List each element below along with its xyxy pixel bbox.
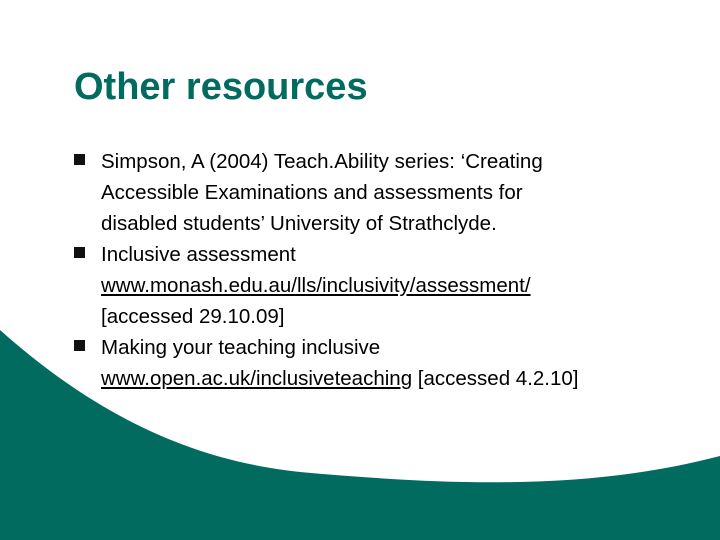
- resource-citation-line: disabled students’ University of Strathclyde.: [101, 212, 497, 235]
- list-item: [74, 332, 684, 394]
- square-bullet-icon: [74, 340, 85, 351]
- list-item: [74, 146, 684, 239]
- square-bullet-icon: [74, 154, 85, 165]
- resource-citation-line: Simpson, A (2004) Teach.Ability series: ‘Creating: [101, 150, 543, 173]
- square-bullet-icon: [74, 247, 85, 258]
- accessed-date: [accessed 29.10.09]: [101, 305, 285, 328]
- resource-title: Making your teaching inclusive: [101, 336, 381, 359]
- slide-title: Other resources: [74, 66, 368, 108]
- resource-title: Inclusive assessment: [101, 243, 296, 266]
- resource-list: [74, 146, 684, 394]
- resource-citation-line: Accessible Examinations and assessments for: [101, 181, 523, 204]
- list-item: [74, 239, 684, 332]
- open-university-inclusive-teaching-link[interactable]: www.open.ac.uk/inclusiveteaching: [101, 367, 413, 390]
- accessed-date: [accessed 4.2.10]: [417, 367, 579, 390]
- monash-inclusive-assessment-link[interactable]: www.monash.edu.au/lls/inclusivity/assessment/: [101, 274, 531, 297]
